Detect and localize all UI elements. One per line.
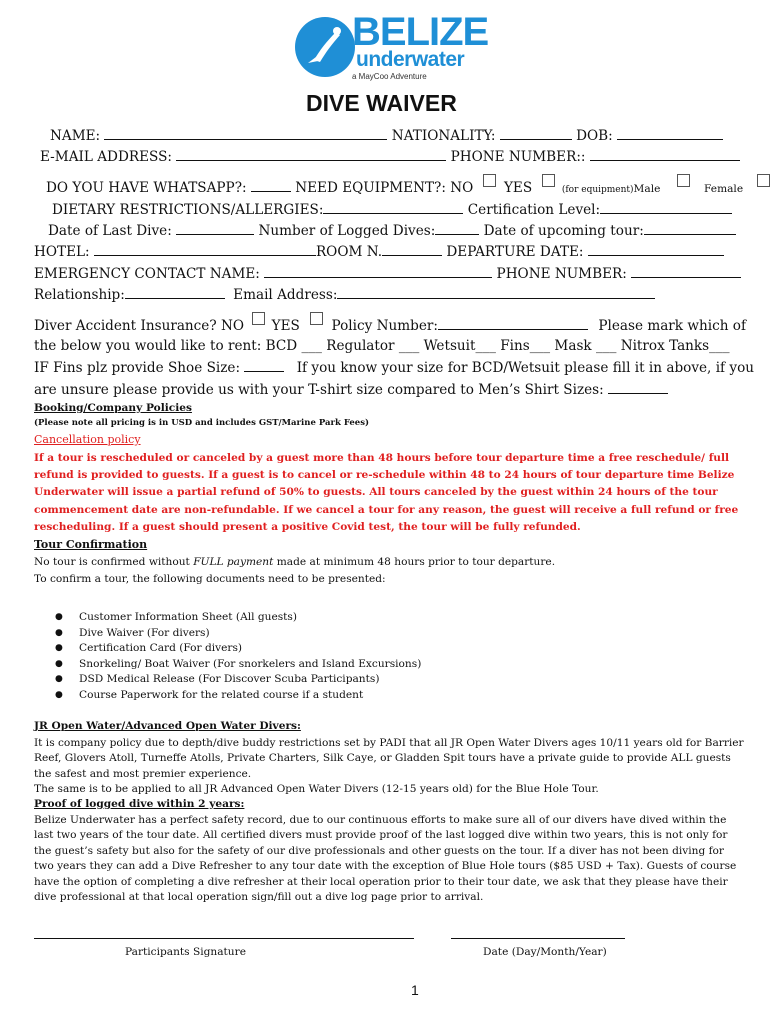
page-title: DIVE WAIVER: [306, 90, 457, 116]
for-equipment-note: (for equipment): [561, 185, 634, 195]
signature-line[interactable]: [34, 938, 414, 939]
tshirt-label: are unsure please provide us with your T-shirt size compared to Men’s Shirt Sizes:: [34, 382, 604, 398]
date-line[interactable]: [451, 938, 625, 939]
cancellation-line: If a tour is rescheduled or canceled by a guest more than 48 hours before tour departure time a free reschedule/ full: [34, 452, 730, 464]
insurance-yes-label: YES: [271, 318, 300, 334]
cancellation-text: [34, 450, 738, 536]
cancellation-line: refund is provided to guests. If a guest is to cancel or re-schedule within 48 to 24 hours of tour departure time Belize: [34, 469, 735, 482]
cancellation-line: commencement date are non-refundable. If we cancel a tour for any reason, the guest will receive a full refund or free: [34, 503, 739, 516]
confirmation-line-1: [34, 556, 555, 568]
email2-field[interactable]: [337, 286, 655, 299]
hotel-label: HOTEL:: [34, 244, 90, 260]
relationship-label: Relationship:: [34, 287, 125, 303]
nationality-label: NATIONALITY:: [391, 128, 496, 144]
insurance-label: Diver Accident Insurance? NO: [34, 318, 244, 334]
upcoming-tour-label: Date of upcoming tour:: [483, 223, 644, 239]
email2-label: Email Address:: [233, 287, 338, 303]
emergency-name-label: EMERGENCY CONTACT NAME:: [34, 266, 260, 282]
list-item: ● Course Paperwork for the related course if a student: [55, 688, 421, 704]
equipment-no-checkbox[interactable]: [483, 174, 496, 187]
insurance-row: [34, 317, 746, 334]
last-dive-field[interactable]: [176, 222, 254, 235]
proof-heading: Proof of logged dive within 2 years:: [34, 798, 245, 810]
phone-label: PHONE NUMBER::: [450, 149, 586, 165]
cancellation-line: Underwater will issue a partial refund of 50% to guests. All tours canceled by the guest within 24 hours of the tour: [34, 486, 718, 499]
logged-dives-field[interactable]: [435, 222, 479, 235]
logo-word-belize: BELIZE: [352, 10, 489, 54]
tshirt-size-field[interactable]: [608, 381, 668, 394]
departure-field[interactable]: [588, 243, 724, 256]
fins-label: IF Fins plz provide Shoe Size:: [34, 360, 241, 376]
need-equipment-label: NEED EQUIPMENT?: NO: [295, 180, 474, 196]
jr-heading: JR Open Water/Advanced Open Water Divers:: [34, 720, 301, 732]
rent-line: the below you would like to rent: BCD ___ Regulator ___ Wetsuit___ Fins___ Mask ___ Nitrox Tanks___: [34, 338, 730, 354]
dietary-label: DIETARY RESTRICTIONS/ALLERGIES:: [52, 202, 324, 218]
jr-text: It is company policy due to depth/dive buddy restrictions set by PADI that all JR Open Water Divers ages 10/11 years old for Barrier Reef, Glovers Atoll, Turneffe Atolls, Private Charters, Silk Caye, or Gladden Spit tours have a private guide to provide ALL guests the safest and most premier experience.: [34, 737, 744, 780]
name-row: [50, 127, 723, 144]
whatsapp-label: DO YOU HAVE WHATSAPP?:: [46, 180, 247, 196]
equipment-yes-label: YES: [503, 180, 533, 196]
dietary-row: [52, 201, 732, 218]
fins-row: [34, 359, 754, 376]
date-label: Date (Day/Month/Year): [483, 946, 607, 958]
logged-dives-label: Number of Logged Dives:: [258, 223, 436, 239]
policy-number-field[interactable]: [438, 317, 588, 330]
relationship-field[interactable]: [125, 286, 225, 299]
cert-level-field[interactable]: [600, 201, 732, 214]
dietary-field[interactable]: [323, 201, 463, 214]
name-field[interactable]: [104, 127, 387, 140]
hotel-row: [34, 243, 724, 260]
shoe-size-field[interactable]: [244, 359, 284, 372]
upcoming-tour-field[interactable]: [644, 222, 736, 235]
list-item: ● Snorkeling/ Boat Waiver (For snorkelers and Island Excursions): [55, 657, 421, 673]
male-checkbox[interactable]: [677, 174, 690, 187]
participant-signature-label: Participants Signature: [125, 946, 246, 958]
documents-list: [55, 610, 421, 703]
confirmation-text-a: No tour is confirmed without: [34, 556, 194, 568]
full-payment-text: FULL payment: [193, 556, 274, 568]
female-checkbox[interactable]: [757, 174, 770, 187]
whatsapp-field[interactable]: [251, 179, 291, 192]
policy-number-label: Policy Number:: [331, 318, 438, 334]
proof-paragraph: Belize Underwater has a perfect safety record, due to our continuous efforts to make sure all of our divers have dived within the last two years of the tour date. All certified divers must provide proof of the last logged dive within two years, this is not only for the guest’s safety but also for the safety of our dive professionals and other guests on the tour. If a diver has not been diving for two years they can add a Dive Refresher to any tour date with the exception of Blue Hole tours ($85 USD + Tax). Guests of course have the option of completing a dive refresher at their local operation prior to their tour date, we ask that they please have their dive professional at that local operation sign/fill out a dive log page prior to arrival.: [34, 814, 737, 904]
departure-label: DEPARTURE DATE:: [446, 244, 584, 260]
email-row: [40, 148, 740, 165]
diver-emblem-icon: [294, 16, 356, 78]
insurance-no-checkbox[interactable]: [252, 312, 265, 325]
insurance-yes-checkbox[interactable]: [310, 312, 323, 325]
list-item: ● Dive Waiver (For divers): [55, 626, 421, 642]
emergency-row: [34, 265, 741, 282]
room-label: ROOM N.: [315, 244, 383, 260]
jr-text-2: The same is to be applied to all JR Advanced Open Water Divers (12-15 years old) for the Blue Hole Tour.: [34, 783, 599, 796]
dob-label: DOB:: [576, 128, 613, 144]
please-mark-text: Please mark which of: [598, 318, 747, 334]
tshirt-row: [34, 381, 668, 398]
fins-text: If you know your size for BCD/Wetsuit please fill it in above, if you: [296, 360, 755, 376]
cancellation-line: rescheduling. If a guest should present a positive Covid test, the tour will be fully refunded.: [34, 520, 581, 533]
emergency-phone-label: PHONE NUMBER:: [496, 266, 627, 282]
nationality-field[interactable]: [500, 127, 572, 140]
email-field[interactable]: [176, 148, 446, 161]
pricing-note: (Please note all pricing is in USD and includes GST/Marine Park Fees): [34, 418, 370, 428]
emergency-name-field[interactable]: [264, 265, 492, 278]
confirmation-text-c: made at minimum 48 hours prior to tour departure.: [273, 556, 556, 568]
list-item: ● Customer Information Sheet (All guests): [55, 610, 421, 626]
logo-word-underwater: underwater: [356, 48, 465, 71]
last-dive-label: Date of Last Dive:: [48, 223, 172, 239]
jr-paragraph: [34, 736, 744, 798]
cancellation-heading: Cancellation policy: [34, 433, 141, 446]
whatsapp-row: [46, 179, 770, 196]
phone-field[interactable]: [590, 148, 740, 161]
room-field[interactable]: [382, 243, 442, 256]
hotel-field[interactable]: [94, 243, 316, 256]
female-label: Female: [704, 183, 744, 195]
equipment-yes-checkbox[interactable]: [542, 174, 555, 187]
logo: [294, 10, 489, 86]
confirmation-line-2: To confirm a tour, the following documents need to be presented:: [34, 573, 386, 585]
dive-dates-row: [48, 222, 736, 239]
list-item: ● DSD Medical Release (For Discover Scuba Participants): [55, 672, 421, 688]
cert-level-label: Certification Level:: [467, 202, 601, 218]
email-label: E-MAIL ADDRESS:: [40, 149, 172, 165]
emergency-phone-field[interactable]: [631, 265, 741, 278]
policies-heading: Booking/Company Policies: [34, 402, 192, 414]
dob-field[interactable]: [617, 127, 723, 140]
male-label: Male: [633, 183, 661, 195]
tour-confirmation-heading: Tour Confirmation: [34, 538, 148, 551]
page-number: 1: [411, 982, 419, 998]
name-label: NAME:: [50, 128, 101, 144]
logo-tagline: a MayCoo Adventure: [352, 72, 427, 81]
relationship-row: [34, 286, 655, 303]
list-item: ● Certification Card (For divers): [55, 641, 421, 657]
